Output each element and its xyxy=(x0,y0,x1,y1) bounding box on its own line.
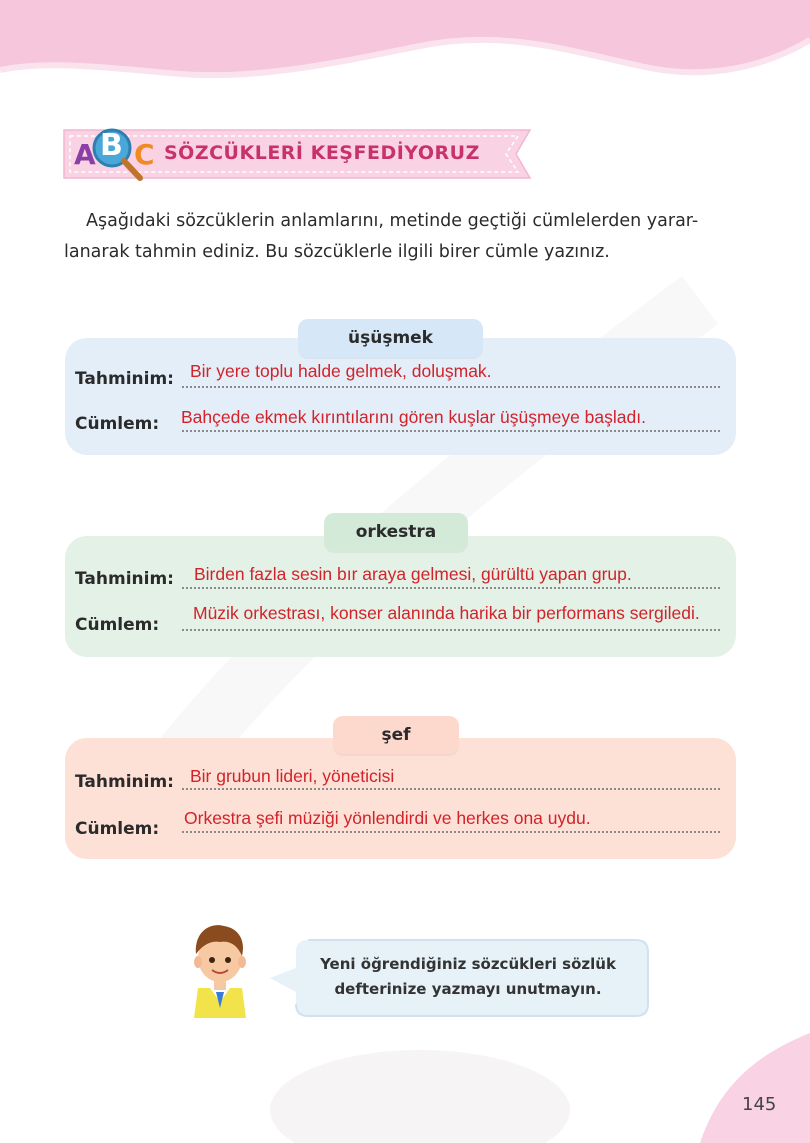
sentence-label: Cümlem: xyxy=(75,615,160,635)
section-title: SÖZCÜKLERİ KEŞFEDİYORUZ xyxy=(164,142,480,164)
guess-answer[interactable]: Bir grubun lideri, yöneticisi xyxy=(190,766,395,786)
guess-label: Tahminim: xyxy=(75,772,174,792)
guess-answer[interactable]: Birden fazla sesin bır araya gelmesi, gürültü yapan grup. xyxy=(194,564,632,584)
sentence-line xyxy=(182,629,720,631)
header-wave xyxy=(0,0,810,90)
sentence-line xyxy=(182,430,720,432)
tip-line-2: defterinize yazmayı unutmayın. xyxy=(334,980,602,998)
abc-magnifier-icon xyxy=(68,124,164,184)
sentence-answer[interactable]: Bahçede ekmek kırıntılarını gören kuşlar üşüşmeye başladı. xyxy=(181,407,646,427)
word-tab-sef: şef xyxy=(333,716,459,754)
sentence-label: Cümlem: xyxy=(75,819,160,839)
word-card-orkestra xyxy=(65,536,736,657)
guess-label: Tahminim: xyxy=(75,569,174,589)
page-number: 145 xyxy=(742,1094,777,1115)
sentence-line xyxy=(182,831,720,833)
section-banner xyxy=(60,124,538,184)
footer-wave xyxy=(650,1033,810,1143)
tip-line-1: Yeni öğrendiğiniz sözcükleri sözlük xyxy=(320,955,616,973)
abc-letter-a: A xyxy=(74,138,96,171)
instructions-line-1: Aşağıdaki sözcüklerin anlamlarını, metinde geçtiği cümlelerden yarar- xyxy=(86,211,699,231)
boy-character-icon xyxy=(180,918,260,1018)
guess-answer[interactable]: Bir yere toplu halde gelmek, doluşmak. xyxy=(190,361,492,381)
guess-label: Tahminim: xyxy=(75,369,174,389)
guess-line xyxy=(182,788,720,790)
guess-line xyxy=(182,386,720,388)
sentence-answer[interactable]: Orkestra şefi müziği yönlendirdi ve herkes ona uydu. xyxy=(184,808,591,828)
guess-line xyxy=(182,587,720,589)
word-tab-ususmek: üşüşmek xyxy=(298,319,483,357)
instructions-paragraph xyxy=(64,206,754,268)
word-card-sef xyxy=(65,738,736,859)
abc-letter-b: B xyxy=(100,128,123,163)
instructions-line-2: lanarak tahmin ediniz. Bu sözcüklerle ilgili birer cümle yazınız. xyxy=(64,242,610,262)
sentence-label: Cümlem: xyxy=(75,414,160,434)
tip-text xyxy=(318,952,618,1002)
word-tab-orkestra: orkestra xyxy=(324,513,468,551)
abc-letter-c: C xyxy=(134,138,155,171)
sentence-answer[interactable]: Müzik orkestrası, konser alanında harika bir performans sergiledi. xyxy=(193,603,700,623)
